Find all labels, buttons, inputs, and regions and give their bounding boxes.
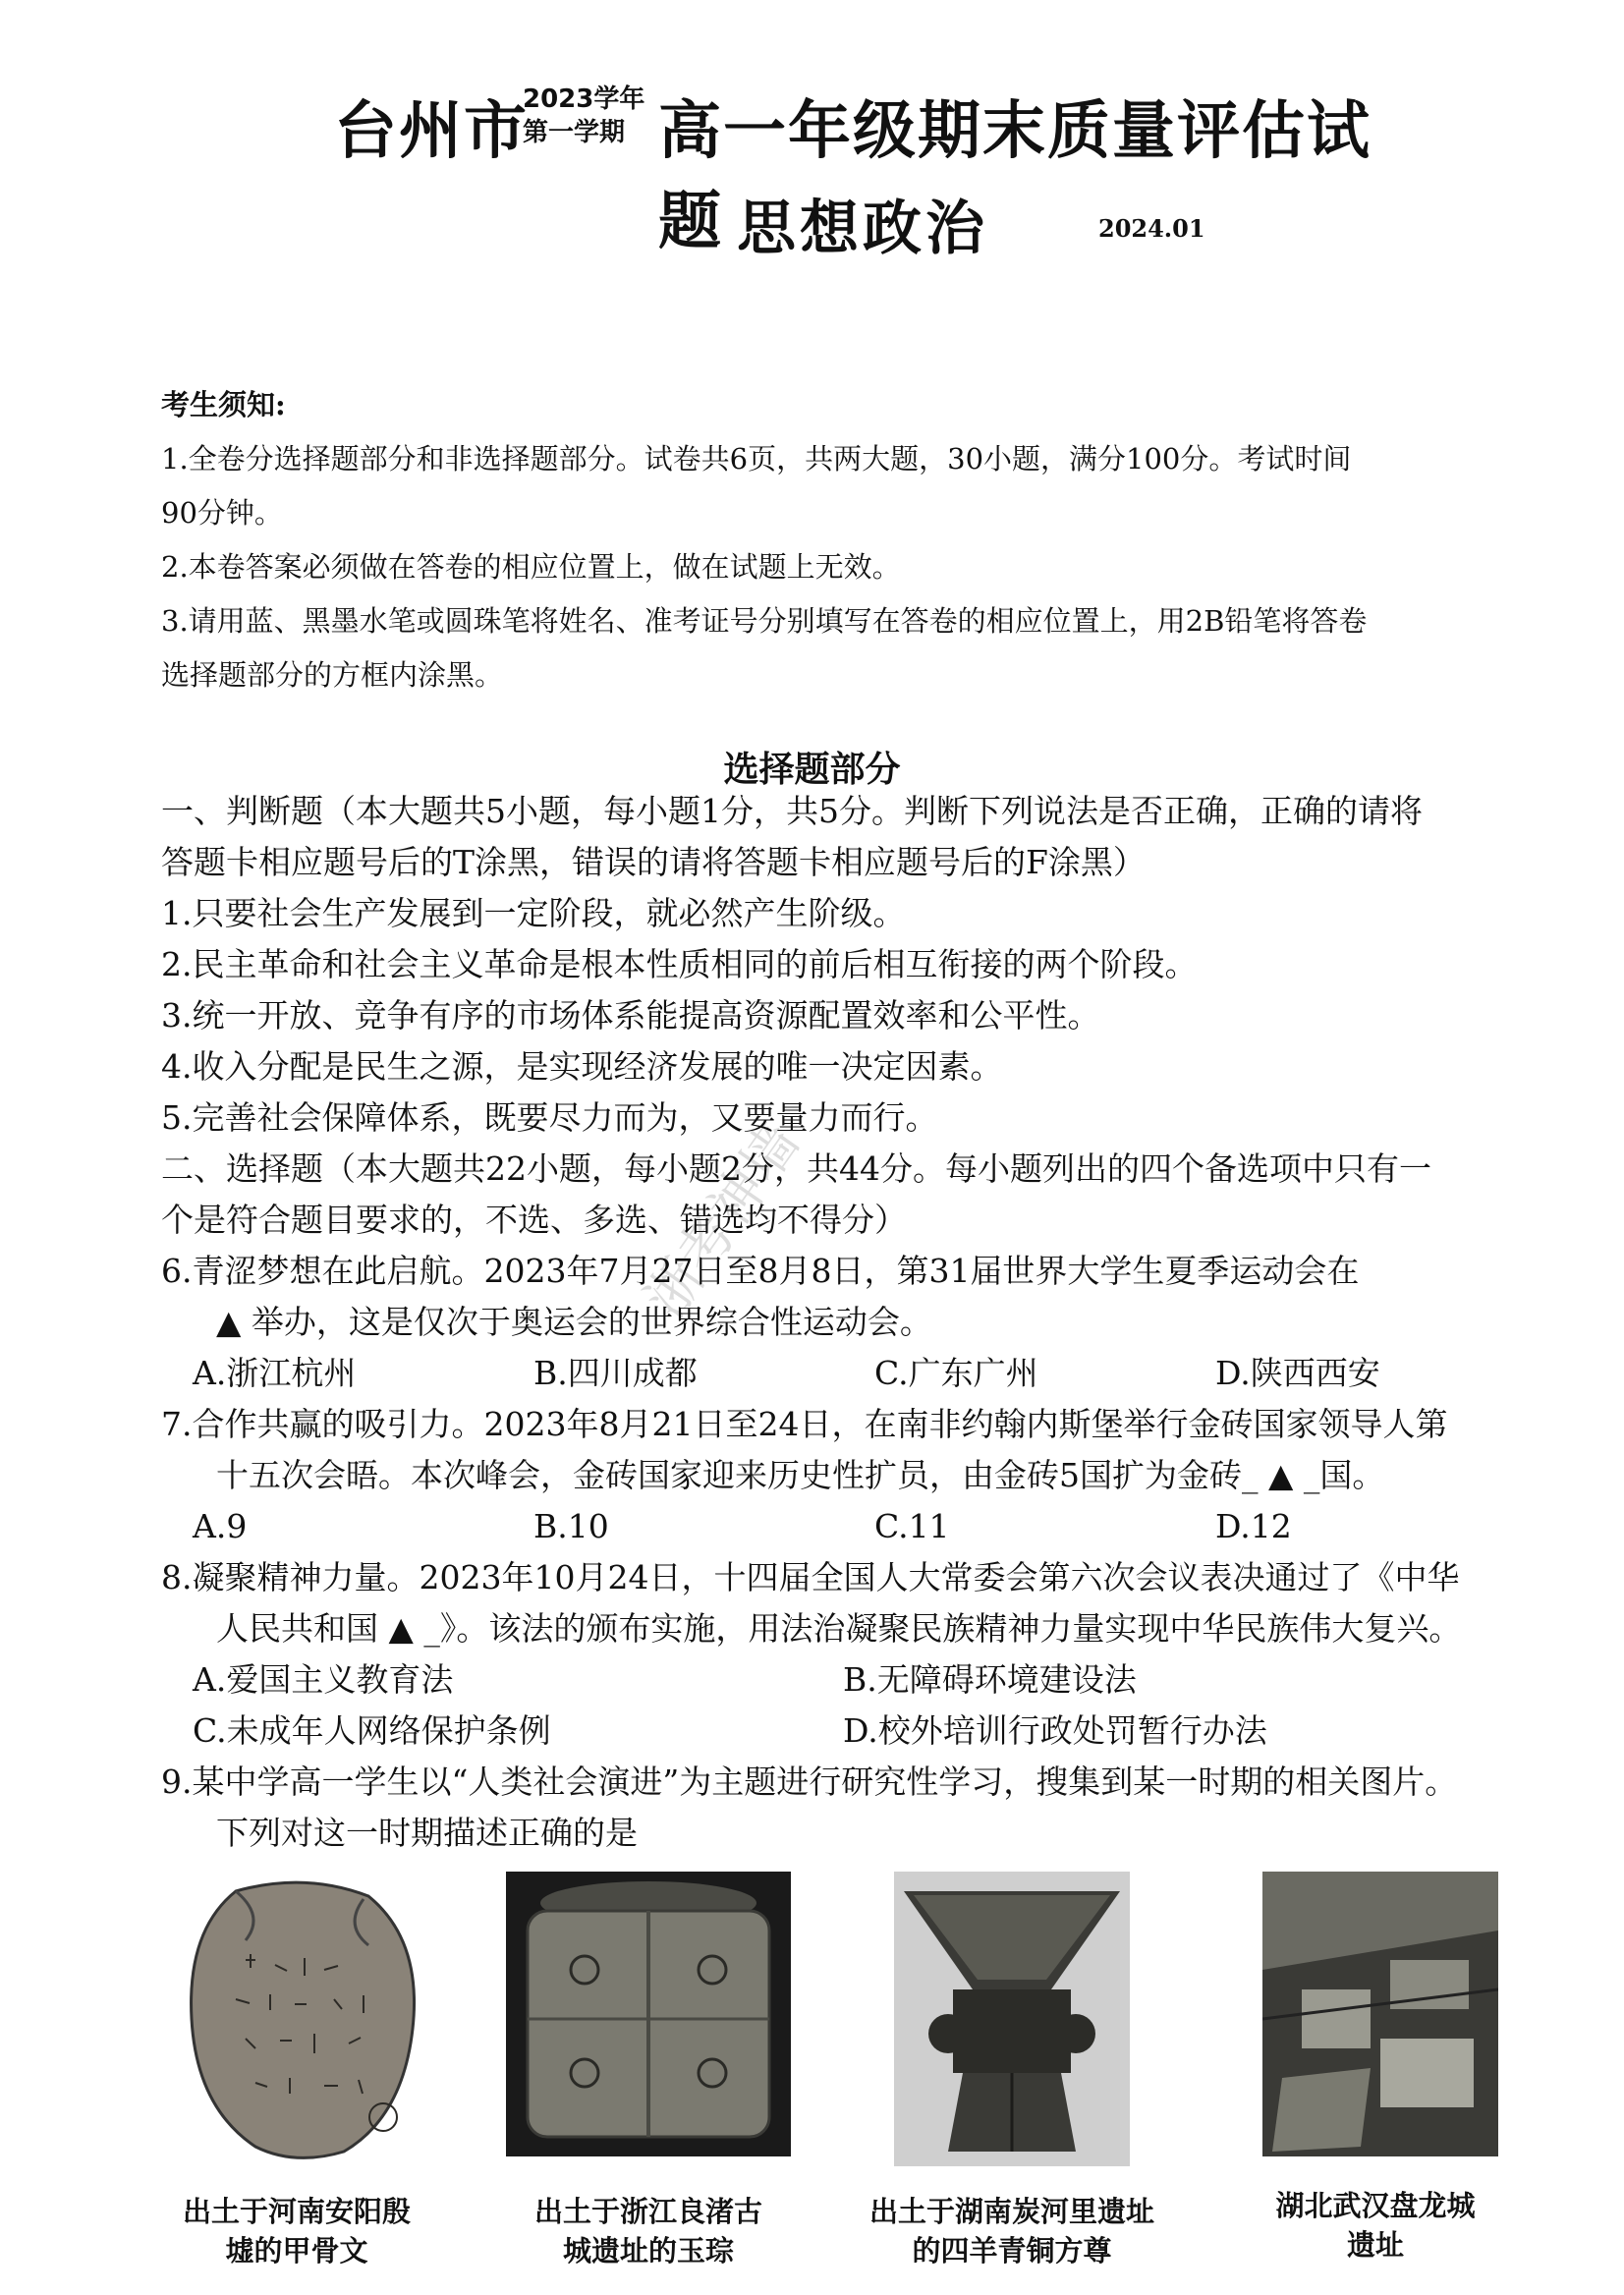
caption-line: 墟的甲骨文 [225,2234,368,2267]
option-a: A.9 [193,1507,248,1545]
judgment-item-1: 1.只要社会生产发展到一定阶段，就必然产生阶级。 [161,894,906,932]
caption-line: 出土于浙江良渚古 [533,2195,762,2228]
caption-line: 城遗址的玉琮 [562,2234,734,2267]
option-a: A.爱国主义教育法 [193,1660,454,1699]
judgment-item-5: 5.完善社会保障体系，既要尽力而为，又要量力而行。 [161,1098,938,1137]
caption-line: 出土于河南安阳殷 [182,2195,411,2228]
caption-line: 的四羊青铜方尊 [912,2234,1112,2267]
option-d: D.陕西西安 [1215,1354,1380,1392]
judgment-item-2: 2.民主革命和社会主义革命是根本性质相同的前后相互衔接的两个阶段。 [161,945,1198,983]
figure-caption-1 [149,2192,444,2270]
part2-heading: 个是符合题目要求的，不选、多选、错选均不得分） [161,1201,907,1239]
question-6-stem: ▲ 举办，这是仅次于奥运会的世界综合性运动会。 [216,1303,932,1341]
watermark: 浙考神墙 [633,1112,812,1329]
option-b: B.无障碍环境建设法 [843,1660,1137,1699]
question-7-options [161,1501,1556,1552]
question-7-stem: 十五次会晤。本次峰会，金砖国家迎来历史性扩员，由金砖5国扩为金砖_ ▲ _国。 [216,1456,1385,1494]
part2-heading: 二、选择题（本大题共22小题，每小题2分，共44分。每小题列出的四个备选项中只有一 [161,1149,1431,1188]
caption-line: 湖北武汉盘龙城 [1275,2189,1476,2222]
caption-line: 遗址 [1346,2228,1404,2262]
part1-heading: 答题卡相应题号后的T涂黑，错误的请将答题卡相应题号后的F涂黑） [161,843,1146,881]
question-8-options [161,1654,1556,1706]
judgment-item-3: 3.统一开放、竞争有序的市场体系能提高资源配置效率和公平性。 [161,996,1100,1035]
judgment-item-4: 4.收入分配是民生之源，是实现经济发展的唯一决定因素。 [161,1047,1003,1086]
option-a: A.浙江杭州 [193,1354,357,1392]
candidate-notice [161,378,1556,702]
notice-line: 90分钟。 [161,496,283,530]
question-body [161,786,1556,1859]
option-c: C.未成年人网络保护条例 [193,1711,551,1750]
option-b: B.四川成都 [533,1354,698,1392]
exam-date: 2024.01 [1098,214,1205,243]
notice-line: 2.本卷答案必须做在答卷的相应位置上，做在试题上无效。 [161,550,901,584]
question-9-figures [167,1872,1562,2284]
option-c: C.广东广州 [874,1354,1038,1392]
notice-line: 3.请用蓝、黑墨水笔或圆珠笔将姓名、准考证号分别填写在答卷的相应位置上，用2B铅笔将答卷 [161,604,1368,638]
school-year-bottom: 第一学期 [523,118,626,147]
exam-title: 高一年级期末质量评估试题 [658,95,1372,258]
panlongcheng-site-image [1262,1872,1498,2156]
oracle-bone-image [177,1872,432,2166]
question-7-stem: 7.合作共赢的吸引力。2023年8月21日至24日，在南非约翰内斯堡举行金砖国家领导人第 [161,1405,1448,1443]
notice-heading: 考生须知: [161,388,286,421]
subject-title: 思想政治 [737,195,988,263]
figure-caption-4 [1228,2186,1523,2265]
question-6-stem: 6.青涩梦想在此启航。2023年7月27日至8月8日，第31届世界大学生夏季运动会在 [161,1252,1360,1290]
figure-caption-2 [501,2192,796,2270]
jade-cong-image [506,1872,791,2156]
question-8-stem: 8.凝聚精神力量。2023年10月24日，十四届全国人大常委会第六次会议表决通过了《中华 [161,1558,1460,1596]
option-d: D.12 [1215,1507,1292,1545]
school-year [523,83,644,149]
notice-line: 选择题部分的方框内涂黑。 [161,658,504,692]
option-b: B.10 [533,1507,609,1545]
school-year-top: 2023学年 [523,84,645,114]
notice-line: 1.全卷分选择题部分和非选择题部分。试卷共6页，共两大题，30小题，满分100分。考试时间 [161,442,1352,476]
option-d: D.校外培训行政处罚暂行办法 [843,1711,1267,1750]
section-title: 选择题部分 [723,750,901,790]
bronze-zun-image [894,1872,1130,2166]
caption-line: 出土于湖南炭河里遗址 [868,2195,1154,2228]
figure-caption-3 [845,2192,1179,2270]
question-9-stem: 下列对这一时期描述正确的是 [216,1814,638,1852]
option-c: C.11 [874,1507,950,1545]
question-9-stem: 9.某中学高一学生以“人类社会演进”为主题进行研究性学习，搜集到某一时期的相关图片。 [161,1763,1458,1801]
question-8-stem: 人民共和国 ▲ _》。该法的颁布实施，用法治凝聚民族精神力量实现中华民族伟大复兴。 [216,1609,1462,1648]
question-8-options [161,1706,1556,1757]
city-name: 台州市 [334,95,529,168]
question-6-options [161,1348,1556,1399]
part1-heading: 一、判断题（本大题共5小题，每小题1分，共5分。判断下列说法是否正确，正确的请将 [161,792,1423,830]
